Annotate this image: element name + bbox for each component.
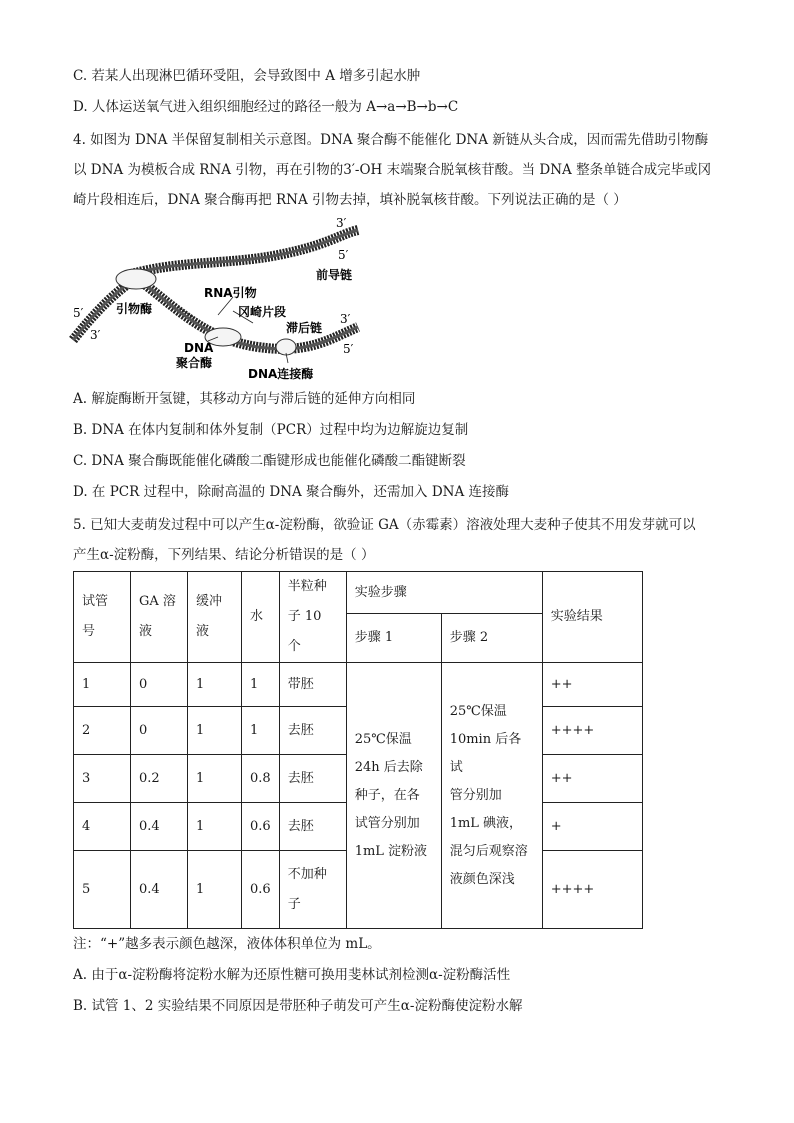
- cell-seed: 带胚: [279, 663, 346, 707]
- cell-water: 1: [242, 663, 280, 707]
- option-c-prev: C. 若某人出现淋巴循环受阻，会导致图中 A 增多引起水肿: [73, 68, 421, 84]
- q4-option-b: B. DNA 在体内复制和体外复制（PCR）过程中均为边解旋边复制: [73, 422, 469, 438]
- q4-option-a: A. 解旋酶断开氢键，其移动方向与滞后链的延伸方向相同: [73, 391, 416, 407]
- label-okazaki: 冈崎片段: [238, 305, 287, 319]
- header-buffer: 缓冲 液: [188, 572, 242, 663]
- cell-ga: 0.2: [131, 755, 188, 803]
- cell-tube: 2: [74, 707, 131, 755]
- q5-option-b: B. 试管 1、2 实验结果不同原因是带胚种子萌发可产生α-淀粉酶使淀粉水解: [73, 998, 523, 1014]
- q4-stem-line-3: 崎片段相连后，DNA 聚合酶再把 RNA 引物去掉，填补脱氧核苷酸。下列说法正确的是（ ）: [73, 192, 627, 208]
- label-dna-polymerase-2: 聚合酶: [176, 356, 213, 370]
- cell-step2: 25℃保温 10min 后各试 管分别加 1mL 碘液， 混匀后观察溶 液颜色深浅: [441, 663, 542, 929]
- cell-ga: 0.4: [131, 803, 188, 851]
- option-d-prev: D. 人体运送氧气进入组织细胞经过的路径一般为 A→a→B→b→C: [73, 99, 459, 115]
- cell-buffer: 1: [188, 851, 242, 929]
- question-4-stem: [73, 125, 733, 215]
- label-5prime-right: 5′: [343, 342, 354, 356]
- cell-water: 1: [242, 707, 280, 755]
- label-lagging-strand: 滞后链: [286, 321, 323, 335]
- cell-buffer: 1: [188, 707, 242, 755]
- cell-seed: 去胚: [279, 755, 346, 803]
- q4-stem-line-1: 4. 如图为 DNA 半保留复制相关示意图。DNA 聚合酶不能催化 DNA 新链从头合成，因而需先借助引物酶: [73, 132, 709, 148]
- label-3prime-top: 3′: [336, 216, 347, 230]
- header-tube: 试管 号: [74, 572, 131, 663]
- cell-result: ++++: [542, 707, 642, 755]
- cell-buffer: 1: [188, 663, 242, 707]
- label-primase: 引物酶: [116, 302, 153, 316]
- header-steps: 实验步骤: [346, 572, 542, 614]
- q4-stem-line-2: 以 DNA 为模板合成 RNA 引物，再在引物的3′-OH 末端聚合脱氧核苷酸。当 DNA 整条单链合成完毕或冈: [73, 162, 712, 178]
- label-rna-primer: RNA引物: [204, 286, 257, 300]
- cell-tube: 1: [74, 663, 131, 707]
- experiment-table: [73, 571, 643, 929]
- cell-tube: 4: [74, 803, 131, 851]
- table-row: [74, 663, 643, 707]
- cell-water: 0.8: [242, 755, 280, 803]
- cell-tube: 3: [74, 755, 131, 803]
- label-leading-strand: 前导链: [316, 268, 353, 282]
- label-dna-polymerase-1: DNA: [184, 341, 214, 355]
- cell-seed: 去胚: [279, 707, 346, 755]
- cell-step1: 25℃保温 24h 后去除 种子，在各 试管分别加 1mL 淀粉液: [346, 663, 441, 929]
- cell-ga: 0: [131, 707, 188, 755]
- label-3prime-left: 3′: [90, 328, 101, 342]
- q5-stem-line-1: 5. 已知大麦萌发过程中可以产生α-淀粉酶，欲验证 GA（赤霉素）溶液处理大麦种子使其不用发芽就可以: [73, 517, 696, 533]
- label-5prime-left: 5′: [73, 306, 84, 320]
- header-step1: 步骤 1: [346, 614, 441, 663]
- cell-seed: 去胚: [279, 803, 346, 851]
- cell-seed: 不加种 子: [279, 851, 346, 929]
- header-step2: 步骤 2: [441, 614, 542, 663]
- header-result: 实验结果: [542, 572, 642, 663]
- header-water: 水: [242, 572, 280, 663]
- cell-water: 0.6: [242, 803, 280, 851]
- q4-option-d: D. 在 PCR 过程中，除耐高温的 DNA 聚合酶外，还需加入 DNA 连接酶: [73, 484, 510, 500]
- cell-tube: 5: [74, 851, 131, 929]
- cell-ga: 0: [131, 663, 188, 707]
- cell-ga: 0.4: [131, 851, 188, 929]
- cell-buffer: 1: [188, 755, 242, 803]
- ligase-blob: [276, 339, 296, 355]
- cell-result: ++++: [542, 851, 642, 929]
- label-ligase: DNA连接酶: [248, 367, 314, 381]
- table-note: 注：“+”越多表示颜色越深，液体体积单位为 mL。: [73, 936, 381, 952]
- dna-replication-diagram: [68, 215, 368, 385]
- q5-stem-line-2: 产生α-淀粉酶，下列结果、结论分析错误的是（ ）: [73, 547, 375, 563]
- primase-blob: [116, 269, 156, 289]
- header-ga: GA 溶 液: [131, 572, 188, 663]
- cell-result: ++: [542, 755, 642, 803]
- label-3prime-right: 3′: [340, 312, 351, 326]
- header-seed: 半粒种 子 10 个: [279, 572, 346, 663]
- cell-result: ++: [542, 663, 642, 707]
- q4-option-c: C. DNA 聚合酶既能催化磷酸二酯键形成也能催化磷酸二酯键断裂: [73, 453, 466, 469]
- label-5prime-top: 5′: [338, 248, 349, 262]
- question-5-stem: [73, 510, 733, 570]
- cell-buffer: 1: [188, 803, 242, 851]
- cell-water: 0.6: [242, 851, 280, 929]
- cell-result: +: [542, 803, 642, 851]
- q5-option-a: A. 由于α-淀粉酶将淀粉水解为还原性糖可换用斐林试剂检测α-淀粉酶活性: [73, 967, 511, 983]
